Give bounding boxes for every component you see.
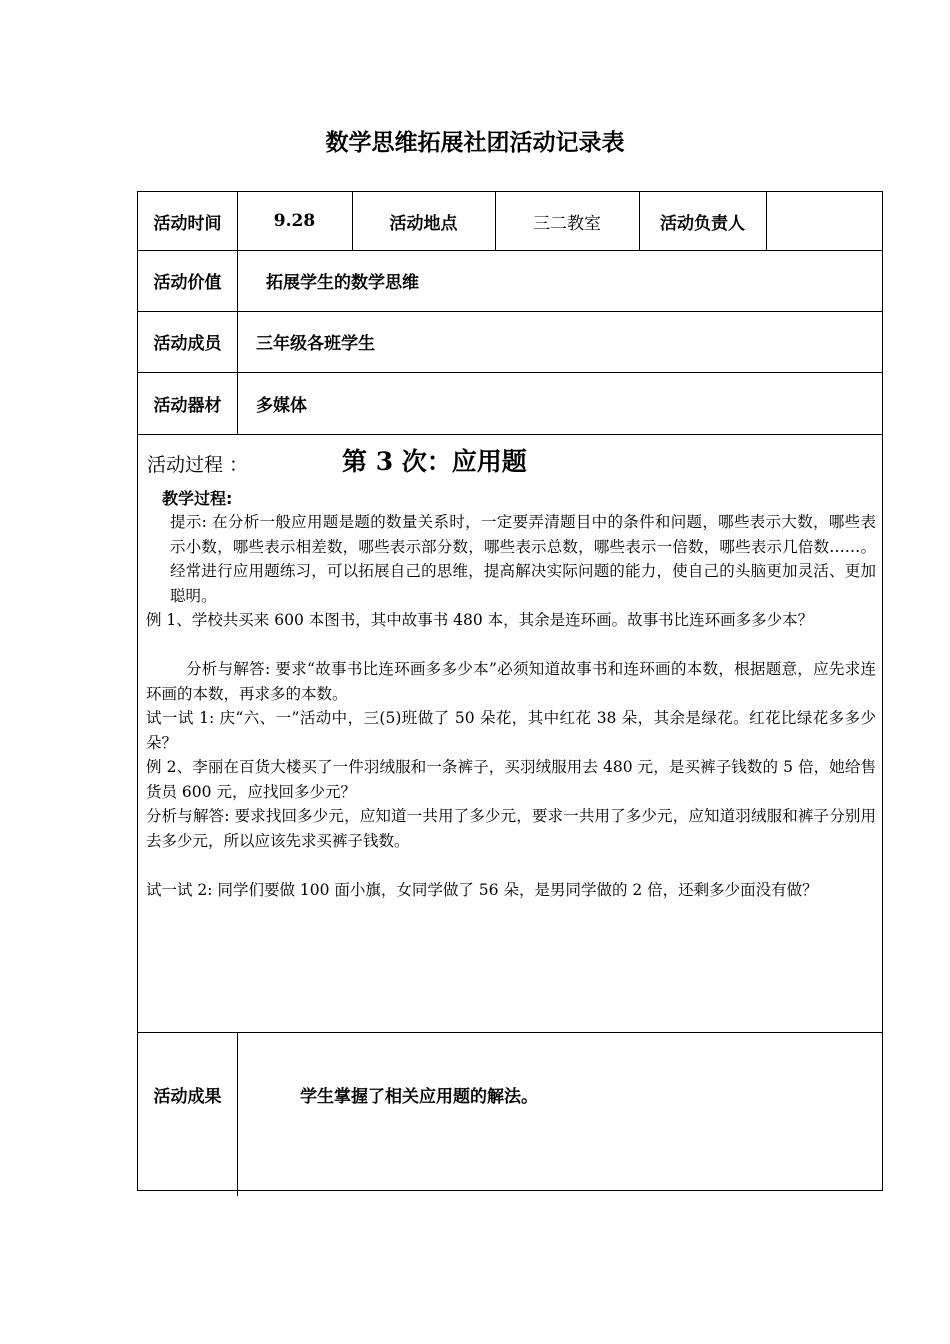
equipment-label: 活动器材 xyxy=(153,395,222,416)
record-table xyxy=(137,191,883,1191)
members-label: 活动成员 xyxy=(153,334,222,354)
place-value: 三二教室 xyxy=(533,213,601,234)
page-title: 数学思维拓展社团活动记录表 xyxy=(325,130,625,156)
value-label: 活动价值 xyxy=(153,273,222,293)
example-2: 例 2、李丽在百货大楼买了一件羽绒服和一条裤子，买羽绒服用去 480 元，是买裤子钱数的 5 倍，她给售货员 600 元，应找回多少元？ xyxy=(146,758,876,801)
example-1: 例 1、学校共买来 600 本图书，其中故事书 480 本，其余是连环画。故事书比连环画多多少本？ xyxy=(146,611,814,629)
col-divider xyxy=(237,250,238,434)
place-label: 活动地点 xyxy=(389,213,458,234)
analysis-1: 分析与解答: 要求“故事书比连环画多多少本”必须知道故事书和连环画的本数，根据题意，应先求连环画的本数，再求多的本数。 xyxy=(146,660,876,703)
process-heading: 第 3 次：应用题 xyxy=(342,447,527,476)
row-divider xyxy=(138,434,882,435)
leader-value xyxy=(766,192,884,250)
result-label: 活动成果 xyxy=(153,1087,222,1107)
time-label: 活动时间 xyxy=(153,213,222,234)
col-divider xyxy=(237,1032,238,1196)
value-text: 拓展学生的数学思维 xyxy=(266,273,419,293)
hint-paragraph: 提示: 在分析一般应用题是题的数量关系时，一定要弄清题目中的条件和问题，哪些表示大数，哪些表示小数，哪些表示相差数，哪些表示部分数，哪些表示总数，哪些表示一倍数，哪些表示几倍数……。经常进行应用题练习，可以拓展自己的思维，提高解决实际问题的能力，使自己的头脑更加灵活、更加聪明。 xyxy=(170,513,876,605)
result-text: 学生掌握了相关应用题的解法。 xyxy=(300,1087,538,1107)
process-label: 活动过程 ： xyxy=(147,454,249,476)
leader-label: 活动负责人 xyxy=(660,213,745,234)
members-text: 三年级各班学生 xyxy=(256,334,375,354)
time-value: 9.28 xyxy=(273,211,316,231)
try-1: 试一试 1: 庆“六、一”活动中，三(5)班做了 50 朵花，其中红花 38 朵，其余是绿花。红花比绿花多多少朵？ xyxy=(146,709,876,752)
process-content xyxy=(146,510,876,902)
try-2: 试一试 2: 同学们要做 100 面小旗，女同学做了 56 朵，是男同学做的 2 倍，还剩多少面没有做？ xyxy=(146,880,818,899)
equipment-text: 多媒体 xyxy=(256,395,307,416)
analysis-2: 分析与解答: 要求找回多少元，应知道一共用了多少元，要求一共用了多少元，应知道羽绒服和裤子分别用去多少元，所以应该先求买裤子钱数。 xyxy=(146,807,876,850)
process-subheading: 教学过程: xyxy=(162,489,233,508)
